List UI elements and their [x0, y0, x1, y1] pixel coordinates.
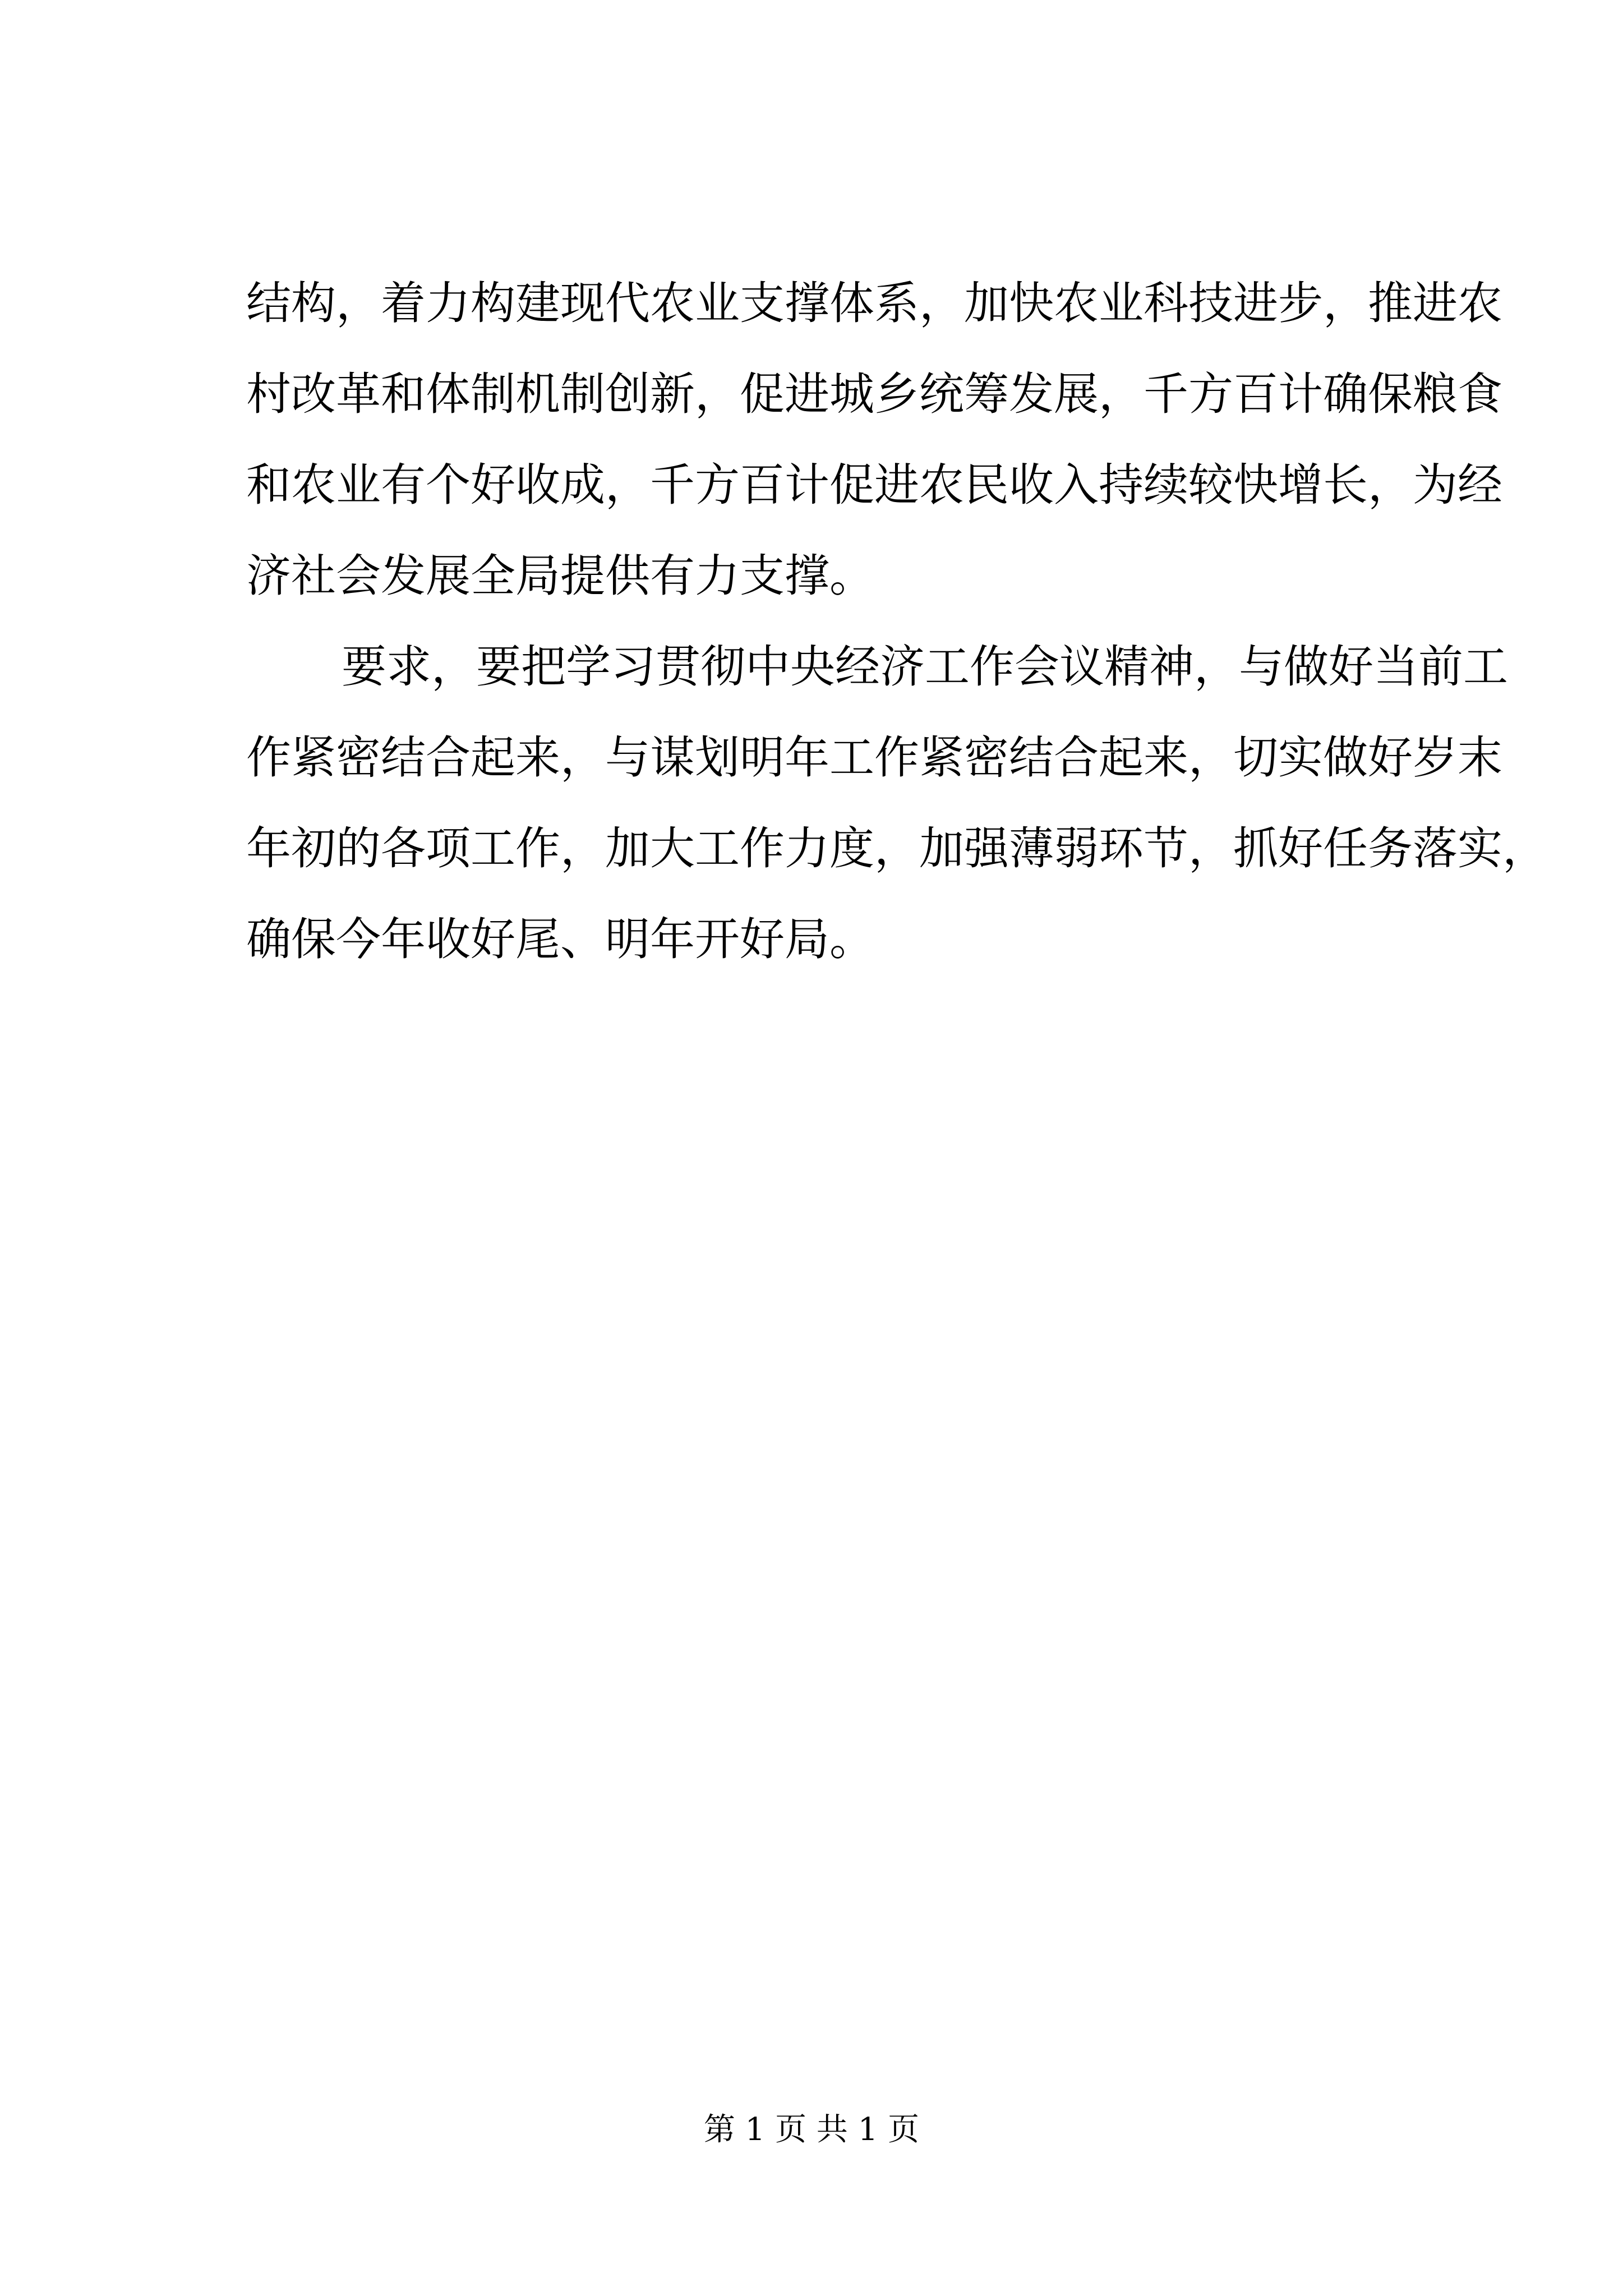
- document-body: [246, 258, 1547, 985]
- paragraph: [246, 622, 1547, 985]
- page-number-label: 第 1 页 共 1 页: [703, 2111, 920, 2148]
- text-line: 年初的各项工作，加大工作力度，加强薄弱环节，抓好任务落实，: [246, 822, 1547, 875]
- text-line: 确保今年收好尾、明年开好局。: [246, 913, 874, 965]
- text-line: 作紧密结合起来，与谋划明年工作紧密结合起来，切实做好岁末: [246, 731, 1502, 784]
- page-footer: [0, 2108, 1623, 2152]
- text-line: 村改革和体制机制创新，促进城乡统筹发展，千方百计确保粮食: [246, 368, 1502, 420]
- paragraph: [246, 258, 1502, 622]
- text-line: 和农业有个好收成，千方百计促进农民收入持续较快增长，为经: [246, 459, 1502, 511]
- text-line: 结构，着力构建现代农业支撑体系，加快农业科技进步，推进农: [246, 277, 1502, 329]
- text-line: 要求，要把学习贯彻中央经济工作会议精神，与做好当前工: [342, 641, 1508, 693]
- text-line: 济社会发展全局提供有力支撑。: [246, 550, 874, 602]
